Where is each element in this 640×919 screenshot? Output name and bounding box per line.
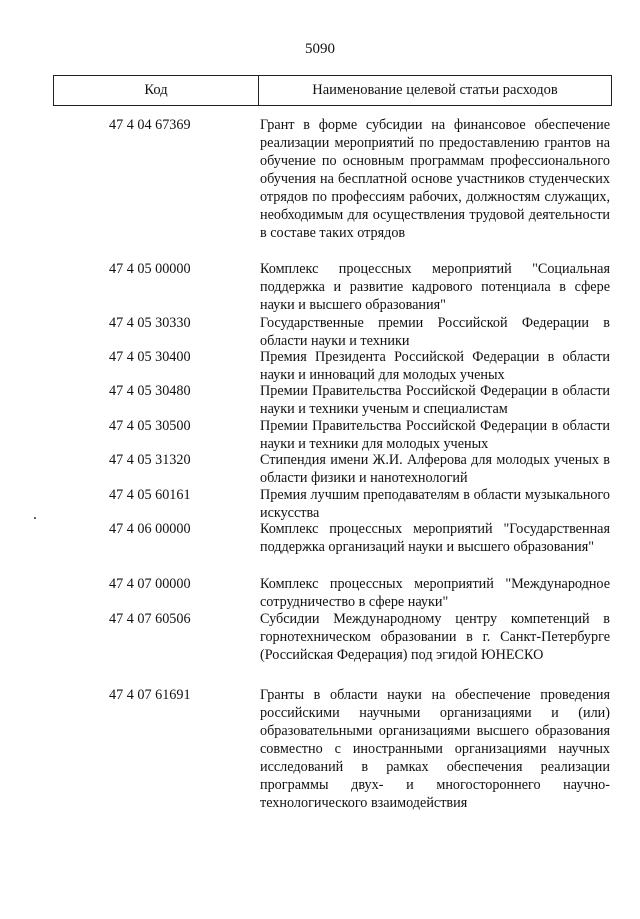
row-name: Премии Правительства Российской Федерации в области науки и техники ученым и специалистам [260,383,610,417]
row-code: 47 4 07 00000 [109,576,191,592]
row-name: Комплекс процессных мероприятий "Международное сотрудничество в сфере науки" [260,576,610,610]
row-name: Премии Правительства Российской Федерации в области науки и техники для молодых ученых [260,418,610,452]
table-header [53,75,612,106]
row-code: 47 4 04 67369 [109,117,191,133]
row-name: Стипендия имени Ж.И. Алферова для молодых ученых в области физики и нанотехнологий [260,452,610,486]
row-code: 47 4 05 30480 [109,383,191,399]
row-name: Субсидии Международному центру компетенций в горнотехническом образовании в г. Санкт-Петербурге (Российская Федерация) под эгидой ЮНЕСКО [260,611,610,663]
row-code: 47 4 07 61691 [109,687,191,703]
row-name: Гранты в области науки на обеспечение проведения российскими научными организациями и (или) образовательными организациями высшего образования совместно с иностранными организациями научных исследований в рамках обеспечения реализации программы двух- и многостороннего научно-технологического взаимодействия [260,687,610,811]
table-row [0,686,640,834]
table-row [0,382,640,417]
page-number: 5090 [305,41,335,57]
row-code: 47 4 05 00000 [109,261,191,277]
row-code: 47 4 07 60506 [109,611,191,627]
row-name: Государственные премии Российской Федерации в области науки и техники [260,315,610,349]
row-code: 47 4 05 30330 [109,315,191,331]
header-code: Код [54,76,259,105]
table-row [0,116,640,260]
row-code: 47 4 06 00000 [109,521,191,537]
table-row [0,575,640,610]
table-row [0,348,640,382]
row-code: 47 4 05 30400 [109,349,191,365]
table-row [0,451,640,486]
table-row [0,610,640,686]
row-name: Комплекс процессных мероприятий "Государственная поддержка организаций науки и высшего образования" [260,521,610,555]
table-row [0,417,640,451]
table-row [0,260,640,314]
row-name: Комплекс процессных мероприятий "Социальная поддержка и развитие кадрового потенциала в сфере науки и высшего образования" [260,261,610,313]
row-name: Грант в форме субсидии на финансовое обеспечение реализации мероприятий по предоставлению грантов на обучение по основным программам профессионального обучения на бесплатной основе участников студенческих отрядов по профессиям рабочих, должностям служащих, необходимым для осуществления трудовой деятельности в составе таких отрядов [260,117,610,241]
table-row [0,486,640,520]
header-name: Наименование целевой статьи расходов [312,82,558,98]
table-row [0,520,640,575]
table-body [0,116,640,834]
row-code: 47 4 05 31320 [109,452,191,468]
row-name: Премия Президента Российской Федерации в области науки и инноваций для молодых ученых [260,349,610,383]
row-code: 47 4 05 30500 [109,418,191,434]
row-code: 47 4 05 60161 [109,487,191,503]
row-name: Премия лучшим преподавателям в области музыкального искусства [260,487,610,521]
scan-speck [34,517,36,519]
table-row [0,314,640,348]
